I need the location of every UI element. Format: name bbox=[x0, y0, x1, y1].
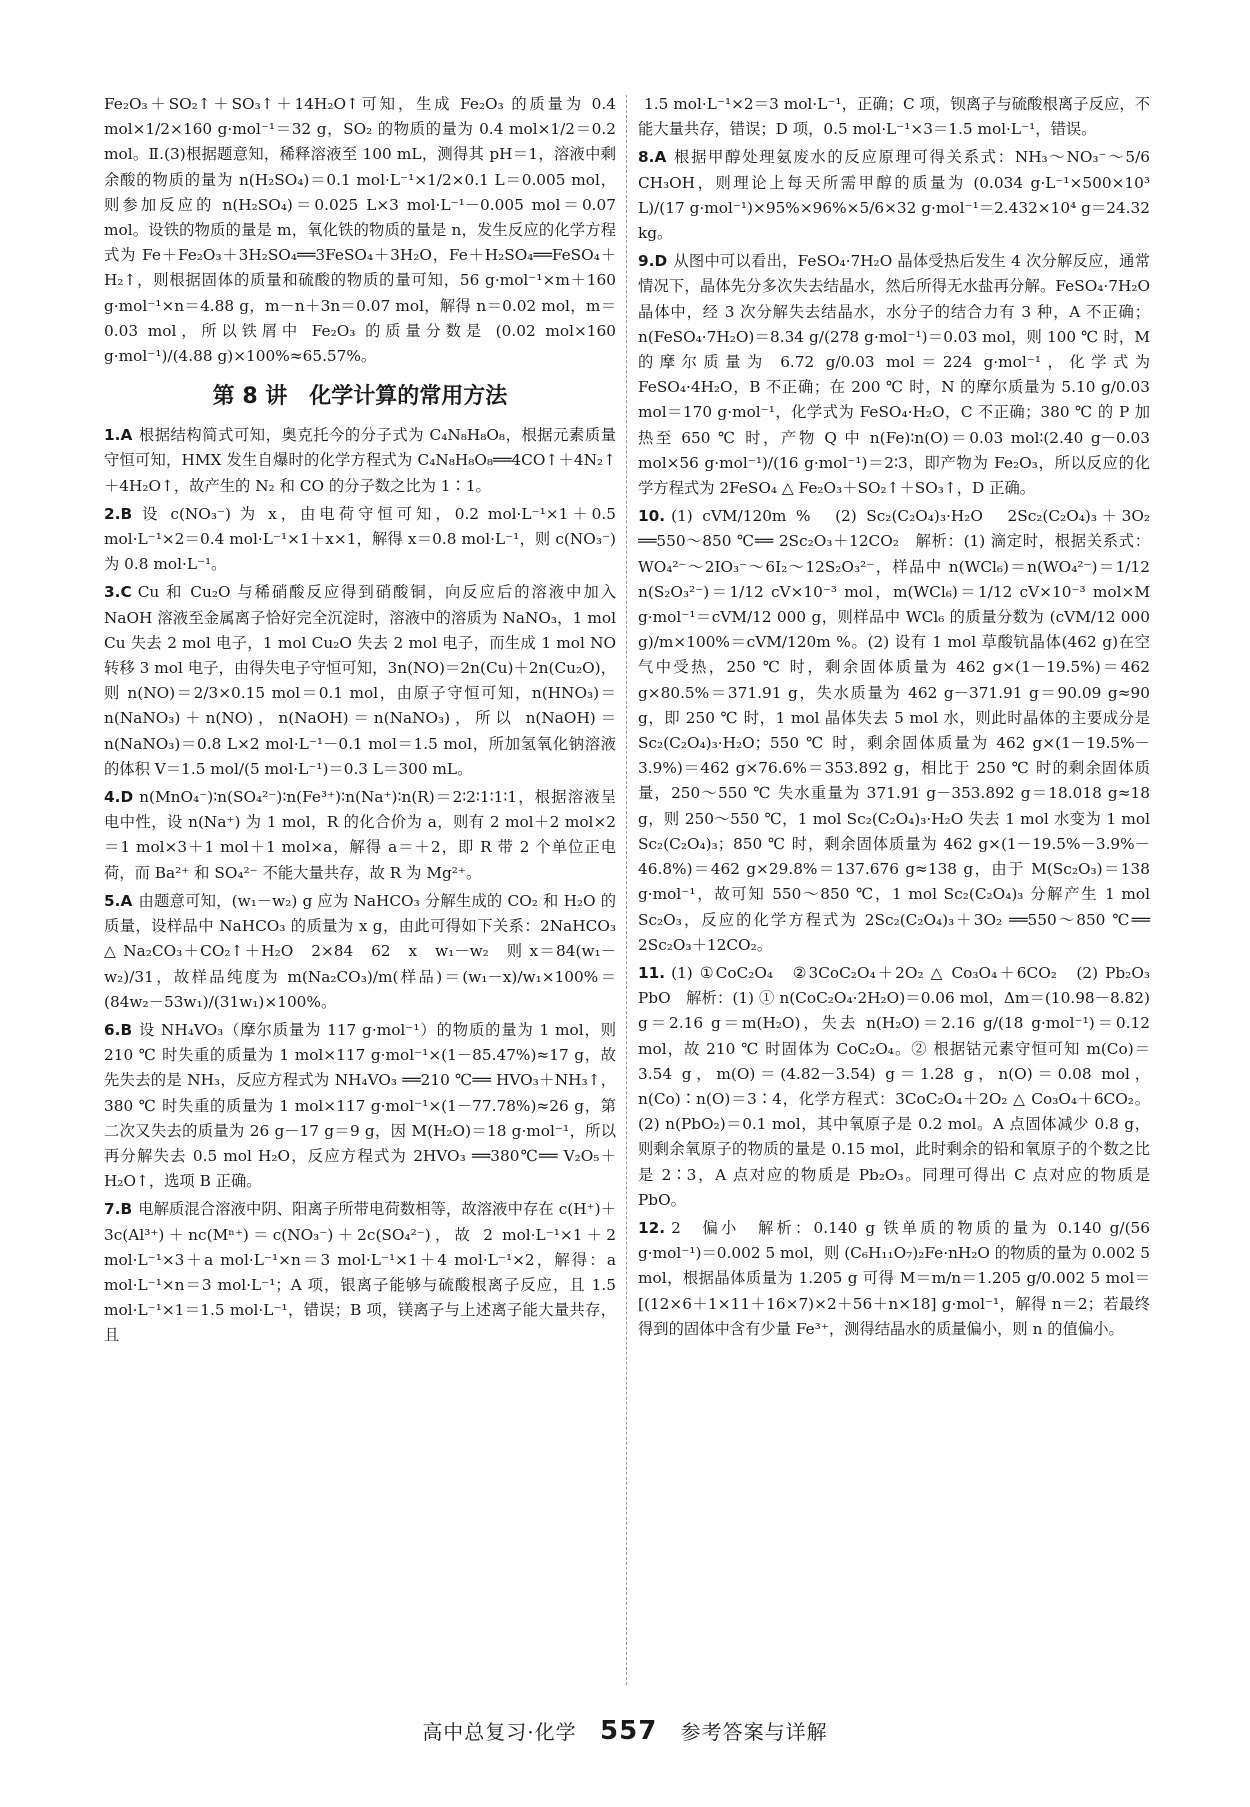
answer-item bbox=[104, 1197, 616, 1348]
section-title: 第 8 讲 化学计算的常用方法 bbox=[212, 384, 508, 410]
answer-text: 从图中可以看出，FeSO₄·7H₂O 晶体受热后发生 4 次分解反应，通常情况下，晶体先分多次失去结晶水，然后所得无水盐再分解。FeSO₄·7H₂O 晶体中，经 3 次分解失去结晶水，水分子的结合力有 3 种，A 不正确；n(FeSO₄·7H₂O)＝8.34 g/(278 g·mol⁻¹)＝0.03 mol，则 100 ℃ 时，M 的摩尔质量为 6.72 g/0.03 mol＝224 g·mol⁻¹，化学式为 FeSO₄·4H₂O，B 不正确；在 200 ℃ 时，N 的摩尔质量为 5.10 g/0.03 mol＝170 g·mol⁻¹，化学式为 FeSO₄·H₂O，C 不正确；380 ℃ 的 P 加热至 650 ℃ 时，产物 Q 中 n(Fe)∶n(O)＝0.03 mol∶(2.40 g－0.03 mol×56 g·mol⁻¹)/(16 g·mol⁻¹)＝2∶3，即产物为 Fe₂O₃，所以反应的化学方程式为 2FeSO₄ △ Fe₂O₃＋SO₂↑＋SO₃↑，D 正确。 bbox=[638, 252, 1150, 498]
answer-text: 2 偏小 解析：0.140 g 铁单质的物质的量为 0.140 g/(56 g·mol⁻¹)＝0.002 5 mol，则 (C₆H₁₁O₇)₂Fe·nH₂O 的物质的量为 0.002 5 mol，根据晶体质量为 1.205 g 可得 M＝m/n＝1.205 g/0.002 5 mol＝[(12×6＋1×11＋16×7)×2＋56＋n×18] g·mol⁻¹，解得 n＝2；若最终得到的固体中含有少量 Fe³⁺，测得结晶水的质量偏小，则 n 的值偏小。 bbox=[638, 1218, 1150, 1338]
answer-item bbox=[104, 502, 616, 578]
answer-text: Cu 和 Cu₂O 与稀硝酸反应得到硝酸铜，向反应后的溶液中加入 NaOH 溶液至金属离子恰好完全沉淀时，溶液中的溶质为 NaNO₃，1 mol Cu 失去 2 mol 电子，1 mol Cu₂O 失去 2 mol 电子，而生成 1 mol NO 转移 3 mol 电子，由得失电子守恒可知，3n(NO)＝2n(Cu)＋2n(Cu₂O)，则 n(NO)＝2/3×0.15 mol＝0.1 mol，由原子守恒可知，n(HNO₃)＝n(NaNO₃)＋n(NO)，n(NaOH)＝n(NaNO₃)，所以 n(NaOH)＝n(NaNO₃)＝0.8 L×2 mol·L⁻¹－0.1 mol＝1.5 mol，所加氢氧化钠溶液的体积 V＝1.5 mol/(5 mol·L⁻¹)＝0.3 L＝300 mL。 bbox=[104, 583, 616, 778]
answer-text: (1) cVM/120m % (2) Sc₂(C₂O₄)₃·H₂O 2Sc₂(C₂O₄)₃＋3O₂ ══550～850 ℃══ 2Sc₂O₃＋12CO₂ 解析：(1) 滴定时，根据关系式：WO₄²⁻～2IO₃⁻～6I₂～12S₂O₃²⁻，样品中 n(WCl₆)＝n(WO₄²⁻)＝1/12 n(S₂O₃²⁻)＝1/12 cV×10⁻³ mol，m(WCl₆)＝1/12 cV×10⁻³ mol×M g·mol⁻¹＝cVM/12 000 g，则样品中 WCl₆ 的质量分数为 (cVM/12 000 g)/m×100%＝cVM/120m %。(2) 设有 1 mol 草酸钪晶体(462 g)在空气中受热，250 ℃ 时，剩余固体质量为 462 g×(1－19.5%)＝462 g×80.5%＝371.91 g，失水质量为 462 g－371.91 g＝90.09 g≈90 g，即 250 ℃ 时，1 mol 晶体失去 5 mol 水，则此时晶体的主要成分是 Sc₂(C₂O₄)₃·H₂O；550 ℃ 时，剩余固体质量为 462 g×(1－19.5%－3.9%)＝462 g×76.6%＝353.892 g，相比于 250 ℃ 时的剩余固体质量，250～550 ℃ 失水重量为 371.91 g－353.892 g＝18.018 g≈18 g，则 250～550 ℃，1 mol Sc₂(C₂O₄)₃·H₂O 失去 1 mol 水变为 1 mol Sc₂(C₂O₄)₃；850 ℃ 时，剩余固体质量为 462 g×(1－19.5%－3.9%－46.8%)＝462 g×29.8%＝137.676 g≈138 g，由于 M(Sc₂O₃)＝138 g·mol⁻¹，故可知 550～850 ℃，1 mol Sc₂(C₂O₄)₃ 分解产生 1 mol Sc₂O₃，反应的化学方程式为 2Sc₂(C₂O₄)₃＋3O₂ ══550～850 ℃══ 2Sc₂O₃＋12CO₂。 bbox=[638, 507, 1150, 954]
answer-number: 9.D bbox=[638, 252, 668, 271]
answer-number: 1.A bbox=[104, 426, 133, 445]
answer-item bbox=[104, 1018, 616, 1194]
answer-number: 6.B bbox=[104, 1020, 133, 1039]
answer-item bbox=[638, 1216, 1150, 1342]
answer-text: 由题意可知，(w₁－w₂) g 应为 NaHCO₃ 分解生成的 CO₂ 和 H₂O 的质量，设样品中 NaHCO₃ 的质量为 x g，由此可得如下关系：2NaHCO₃ △ Na₂CO₃＋CO₂↑＋H₂O 2×84 62 x w₁－w₂ 则 x＝84(w₁－w₂)/31，故样品纯度为 m(Na₂CO₃)/m(样品)＝(w₁－x)/w₁×100%＝(84w₂－53w₁)/(31w₁)×100%。 bbox=[104, 891, 616, 1011]
right-column bbox=[638, 92, 1166, 1345]
answer-item bbox=[104, 889, 616, 1015]
answer-item bbox=[104, 423, 616, 499]
answer-number: 12. bbox=[638, 1218, 666, 1237]
answer-item bbox=[638, 504, 1150, 958]
answer-number: 2.B bbox=[104, 504, 133, 523]
answer-item bbox=[638, 145, 1150, 246]
answer-number: 4.D bbox=[104, 788, 134, 807]
answer-text: 根据甲醇处理氨废水的反应原理可得关系式：NH₃～NO₃⁻～5/6 CH₃OH，则理论上每天所需甲醇的质量为 (0.034 g·L⁻¹×500×10³ L)/(17 g·mol⁻¹)×95%×96%×5/6×32 g·mol⁻¹＝2.432×10⁴ g＝24.32 kg。 bbox=[638, 148, 1150, 243]
answer-number: 7.B bbox=[104, 1200, 133, 1219]
answer-item bbox=[104, 785, 616, 886]
answer-number: 3.C bbox=[104, 583, 132, 602]
answer-item bbox=[638, 92, 1150, 142]
footer-book-title: 高中总复习·化学 bbox=[422, 1720, 577, 1744]
answer-item bbox=[638, 249, 1150, 501]
answer-number: 5.A bbox=[104, 891, 133, 910]
footer-section-label: 参考答案与详解 bbox=[680, 1720, 828, 1744]
column-divider bbox=[626, 95, 627, 1685]
page-number: 557 bbox=[600, 1716, 658, 1746]
answer-text: 1.5 mol·L⁻¹×2＝3 mol·L⁻¹，正确；C 项，钡离子与硫酸根离子反应，不能大量共存，错误；D 项，0.5 mol·L⁻¹×3＝1.5 mol·L⁻¹，错误。 bbox=[638, 95, 1150, 139]
answer-text: 设 c(NO₃⁻) 为 x，由电荷守恒可知，0.2 mol·L⁻¹×1＋0.5 mol·L⁻¹×2＝0.4 mol·L⁻¹×1＋x×1，解得 x＝0.8 mol·L⁻¹，则 c(NO₃⁻) 为 0.8 mol·L⁻¹。 bbox=[104, 504, 616, 574]
answer-number: 11. bbox=[638, 963, 666, 982]
answer-text: 设 NH₄VO₃（摩尔质量为 117 g·mol⁻¹）的物质的量为 1 mol，则 210 ℃ 时失重的质量为 1 mol×117 g·mol⁻¹×(1－85.47%)≈17 g，故先失去的是 NH₃，反应方程式为 NH₄VO₃ ══210 ℃══ HVO₃＋NH₃↑，380 ℃ 时失重的质量为 1 mol×117 g·mol⁻¹×(1－77.78%)≈26 g，第二次又失去的质量为 26 g－17 g＝9 g，因 M(H₂O)＝18 g·mol⁻¹，所以再分解失去 0.5 mol H₂O，反应方程式为 2HVO₃ ══380℃══ V₂O₅＋H₂O↑，选项 B 正确。 bbox=[104, 1020, 616, 1191]
page-footer bbox=[0, 1716, 1250, 1746]
answer-number: 8.A bbox=[638, 148, 667, 167]
answer-text: (1) ①CoC₂O₄ ②3CoC₂O₄＋2O₂ △ Co₃O₄＋6CO₂ (2) Pb₂O₃ PbO 解析：(1) ① n(CoC₂O₄·2H₂O)＝0.06 mol，Δm＝(10.98－8.82) g＝2.16 g＝m(H₂O)，失去 n(H₂O)＝2.16 g/(18 g·mol⁻¹)＝0.12 mol，故 210 ℃ 时固体为 CoC₂O₄。② 根据钴元素守恒可知 m(Co)＝3.54 g，m(O)＝(4.82－3.54) g＝1.28 g，n(O)＝0.08 mol，n(Co)∶n(O)＝3∶4，化学方程式：3CoC₂O₄＋2O₂ △ Co₃O₄＋6CO₂。(2) n(PbO₂)＝0.1 mol，其中氧原子是 0.2 mol。A 点固体减少 0.8 g，则剩余氧原子的物质的量是 0.15 mol，此时剩余的铅和氧原子的个数之比是 2∶3，A 点对应的物质是 Pb₂O₃。同理可得出 C 点对应的物质是 PbO。 bbox=[638, 963, 1166, 1209]
answer-item bbox=[104, 580, 616, 782]
answer-text: 电解质混合溶液中阴、阳离子所带电荷数相等，故溶液中存在 c(H⁺)＋3c(Al³⁺)＋nc(Mⁿ⁺)＝c(NO₃⁻)＋2c(SO₄²⁻)，故 2 mol·L⁻¹×1＋2 mol·L⁻¹×3＋a mol·L⁻¹×n＝3 mol·L⁻¹×1＋4 mol·L⁻¹×2，解得：a mol·L⁻¹×n＝3 mol·L⁻¹；A 项，银离子能够与硫酸根离子反应，且 1.5 mol·L⁻¹×1＝1.5 mol·L⁻¹，错误；B 项，镁离子与上述离子能大量共存，且 bbox=[104, 1200, 616, 1345]
answer-number: 10. bbox=[638, 507, 666, 526]
intro-paragraph: Fe₂O₃＋SO₂↑＋SO₃↑＋14H₂O↑可知，生成 Fe₂O₃ 的质量为 0.4 mol×1/2×160 g·mol⁻¹＝32 g，SO₂ 的物质的量为 0.4 mol×1/2＝0.2 mol。Ⅱ.(3)根据题意知，稀释溶液至 100 mL，测得其 pH＝1，溶液中剩余酸的物质的量为 n(H₂SO₄)＝0.1 mol·L⁻¹×1/2×0.1 L＝0.005 mol，则参加反应的 n(H₂SO₄)＝0.025 L×3 mol·L⁻¹－0.005 mol＝0.07 mol。设铁的物质的量是 m，氧化铁的物质的量是 n，发生反应的化学方程式为 Fe＋Fe₂O₃＋3H₂SO₄══3FeSO₄＋3H₂O，Fe＋H₂SO₄══FeSO₄＋H₂↑，则根据固体的质量和硫酸的物质的量可知，56 g·mol⁻¹×m＋160 g·mol⁻¹×n＝4.88 g，m－n＋3n＝0.07 mol，解得 n＝0.02 mol，m＝0.03 mol，所以铁屑中 Fe₂O₃ 的质量分数是 (0.02 mol×160 g·mol⁻¹)/(4.88 g)×100%≈65.57%。 bbox=[104, 95, 616, 366]
answer-text: n(MnO₄⁻)∶n(SO₄²⁻)∶n(Fe³⁺)∶n(Na⁺)∶n(R)＝2∶2∶1∶1∶1，根据溶液呈电中性，设 n(Na⁺) 为 1 mol，R 的化合价为 a，则有 2 mol＋2 mol×2＝1 mol×3＋1 mol＋1 mol×a，解得 a＝＋2，即 R 带 2 个单位正电荷，而 Ba²⁺ 和 SO₄²⁻ 不能大量共存，故 R 为 Mg²⁺。 bbox=[104, 788, 616, 882]
answer-item bbox=[638, 961, 1166, 1213]
answer-text: 根据结构简式可知，奥克托今的分子式为 C₄N₈H₈O₈，根据元素质量守恒可知，HMX 发生自爆时的化学方程式为 C₄N₈H₈O₈══4CO↑＋4N₂↑＋4H₂O↑，故产生的 N₂ 和 CO 的分子数之比为 1∶1。 bbox=[104, 426, 616, 495]
left-column bbox=[104, 92, 616, 1352]
